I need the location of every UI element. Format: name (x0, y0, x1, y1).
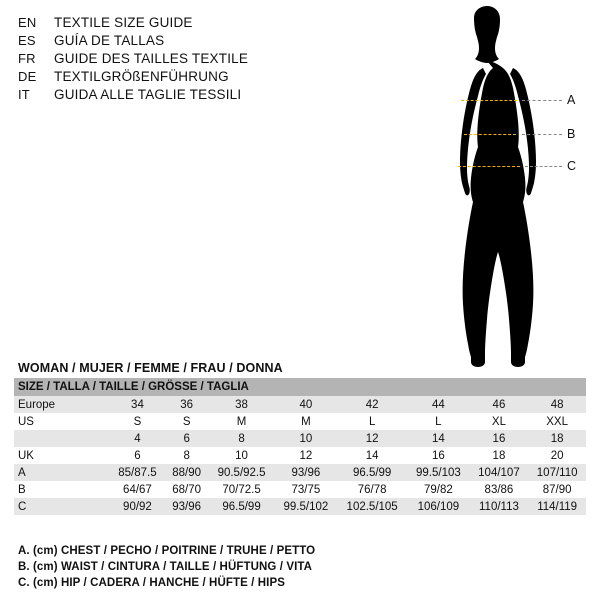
table-header-row (14, 378, 586, 396)
cell: 87/90 (528, 481, 586, 498)
cell: 99.5/102 (275, 498, 337, 515)
cell: 40 (275, 396, 337, 413)
measure-line-a-gray (522, 100, 562, 101)
cell: 10 (208, 447, 274, 464)
cell: L (337, 413, 407, 430)
row-label-b: B (14, 481, 110, 498)
language-text-de: TEXTILGRÖßENFÜHRUNG (54, 69, 229, 84)
legend-row-b: B. (cm) WAIST / CINTURA / TAILLE / HÜFTUNG / VITA (18, 561, 313, 573)
cell: 76/78 (337, 481, 407, 498)
table-row (14, 447, 586, 464)
language-code-it: IT (18, 87, 30, 102)
cell: 107/110 (528, 464, 586, 481)
cell: 93/96 (275, 464, 337, 481)
table-row (14, 396, 586, 413)
measure-label-b: B (567, 127, 576, 141)
language-text-fr: GUIDE DES TAILLES TEXTILE (54, 51, 249, 66)
row-label-us-numeric (14, 430, 110, 447)
cell: 88/90 (165, 464, 209, 481)
language-text-es: GUÍA DE TALLAS (54, 33, 165, 48)
body-figure (430, 6, 590, 376)
measurement-legend (18, 543, 578, 591)
cell: 14 (337, 447, 407, 464)
language-row-de (18, 68, 418, 86)
language-row-fr (18, 50, 418, 68)
language-code-en: EN (18, 15, 37, 30)
language-code-de: DE (18, 69, 37, 84)
cell: 93/96 (165, 498, 209, 515)
cell: 48 (528, 396, 586, 413)
cell: 79/82 (407, 481, 469, 498)
cell: 70/72.5 (208, 481, 274, 498)
cell: 6 (165, 430, 209, 447)
cell: 96.5/99 (337, 464, 407, 481)
cell: 20 (528, 447, 586, 464)
language-code-fr: FR (18, 51, 36, 66)
table-header-cell: SIZE / TALLA / TAILLE / GRÖSSE / TAGLIA (14, 378, 586, 396)
cell: 18 (528, 430, 586, 447)
language-row-es (18, 32, 418, 50)
cell: XL (470, 413, 529, 430)
legend-row-c: C. (cm) HIP / CADERA / HANCHE / HÜFTE / HIPS (18, 577, 286, 589)
row-label-us: US (14, 413, 110, 430)
cell: S (110, 413, 165, 430)
measure-line-c-gray (525, 166, 562, 167)
cell: 90.5/92.5 (208, 464, 274, 481)
table-row (14, 481, 586, 498)
measure-label-c: C (567, 159, 577, 173)
cell: M (208, 413, 274, 430)
row-label-uk: UK (14, 447, 110, 464)
size-table (14, 378, 586, 515)
measure-line-a-yellow (461, 100, 517, 101)
legend-row-a: A. (cm) CHEST / PECHO / POITRINE / TRUHE / PETTO (18, 545, 316, 557)
cell: 14 (407, 430, 469, 447)
row-label-europe: Europe (14, 396, 110, 413)
table-row (14, 413, 586, 430)
cell: 68/70 (165, 481, 209, 498)
cell: 12 (337, 430, 407, 447)
cell: 8 (165, 447, 209, 464)
cell: 106/109 (407, 498, 469, 515)
table-row (14, 430, 586, 447)
cell: 36 (165, 396, 209, 413)
language-list (18, 14, 418, 104)
cell: 16 (407, 447, 469, 464)
table-row (14, 498, 586, 515)
language-code-es: ES (18, 33, 36, 48)
cell: 46 (470, 396, 529, 413)
cell: 34 (110, 396, 165, 413)
table-caption: WOMAN / MUJER / FEMME / FRAU / DONNA (18, 361, 283, 375)
cell: XXL (528, 413, 586, 430)
cell: S (165, 413, 209, 430)
cell: L (407, 413, 469, 430)
row-label-c: C (14, 498, 110, 515)
cell: 114/119 (528, 498, 586, 515)
measure-line-c-yellow (458, 166, 520, 167)
row-label-a: A (14, 464, 110, 481)
cell: 42 (337, 396, 407, 413)
table-row (14, 464, 586, 481)
cell: 6 (110, 447, 165, 464)
cell: 104/107 (470, 464, 529, 481)
language-text-en: TEXTILE SIZE GUIDE (54, 15, 193, 30)
cell: 12 (275, 447, 337, 464)
language-row-it (18, 86, 418, 104)
cell: 16 (470, 430, 529, 447)
cell: 4 (110, 430, 165, 447)
measure-line-b-yellow (464, 134, 516, 135)
cell: 102.5/105 (337, 498, 407, 515)
cell: 96.5/99 (208, 498, 274, 515)
cell: 38 (208, 396, 274, 413)
cell: 18 (470, 447, 529, 464)
female-silhouette-icon (430, 6, 590, 376)
cell: 73/75 (275, 481, 337, 498)
cell: 110/113 (470, 498, 529, 515)
language-row-en (18, 14, 418, 32)
cell: 83/86 (470, 481, 529, 498)
cell: 85/87.5 (110, 464, 165, 481)
cell: 8 (208, 430, 274, 447)
measure-line-b-gray (522, 134, 562, 135)
language-text-it: GUIDA ALLE TAGLIE TESSILI (54, 87, 242, 102)
cell: 99.5/103 (407, 464, 469, 481)
cell: 64/67 (110, 481, 165, 498)
cell: 90/92 (110, 498, 165, 515)
cell: M (275, 413, 337, 430)
cell: 10 (275, 430, 337, 447)
cell: 44 (407, 396, 469, 413)
measure-label-a: A (567, 93, 576, 107)
